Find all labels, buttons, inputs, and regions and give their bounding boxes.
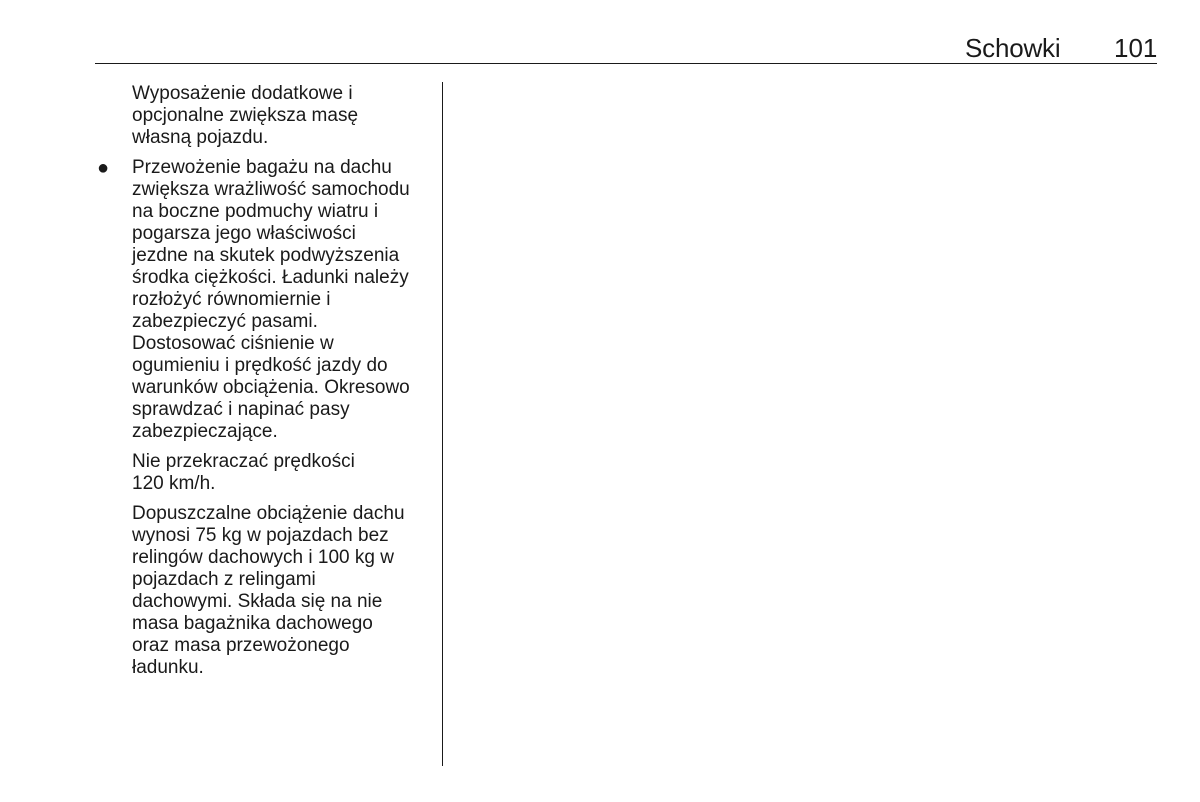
text-line: opcjonalne zwiększa masę: [132, 105, 359, 126]
text-line: Nie przekraczać prędkości: [132, 451, 355, 472]
text-line: zabezpieczyć pasami.: [132, 311, 318, 332]
text-line: zwiększa wrażliwość samochodu: [132, 179, 410, 200]
text-line: wynosi 75 kg w pojazdach bez: [132, 525, 389, 546]
text-line: Przewożenie bagażu na dachu: [132, 157, 392, 178]
text-line: ogumieniu i prędkość jazdy do: [132, 355, 388, 376]
text-line: 120 km/h.: [132, 473, 216, 494]
page-number: 101: [1114, 33, 1158, 63]
header-divider: [95, 63, 1157, 64]
section-title: Schowki: [965, 33, 1061, 63]
column-divider: [442, 82, 443, 766]
text-line: relingów dachowych i 100 kg w: [132, 547, 394, 568]
text-line: ładunku.: [132, 657, 204, 678]
text-line: masa bagażnika dachowego: [132, 613, 373, 634]
text-line: Wyposażenie dodatkowe i: [132, 83, 353, 104]
load-limit-paragraph: [132, 503, 432, 679]
bullet-item-roof-load: [97, 157, 432, 679]
speed-limit-paragraph: [132, 451, 432, 495]
text-line: dachowymi. Składa się na nie: [132, 591, 383, 612]
bullet-icon: ●: [97, 157, 110, 179]
text-line: pojazdach z relingami: [132, 569, 316, 590]
text-line: środka ciężkości. Ładunki należy: [132, 267, 409, 288]
text-line: zabezpieczające.: [132, 421, 278, 442]
bullet-paragraph: [132, 157, 432, 443]
text-line: pogarsza jego właściwości: [132, 223, 356, 244]
text-line: jezdne na skutek podwyższenia: [132, 245, 400, 266]
text-line: rozłożyć równomiernie i: [132, 289, 331, 310]
text-line: na boczne podmuchy wiatru i: [132, 201, 379, 222]
text-line: Dopuszczalne obciążenie dachu: [132, 503, 405, 524]
intro-paragraph: [132, 83, 432, 149]
text-line: Dostosować ciśnienie w: [132, 333, 334, 354]
text-line: sprawdzać i napinać pasy: [132, 399, 350, 420]
left-column: [97, 83, 432, 687]
text-line: oraz masa przewożonego: [132, 635, 350, 656]
text-line: własną pojazdu.: [132, 127, 269, 148]
text-line: warunków obciążenia. Okresowo: [132, 377, 410, 398]
